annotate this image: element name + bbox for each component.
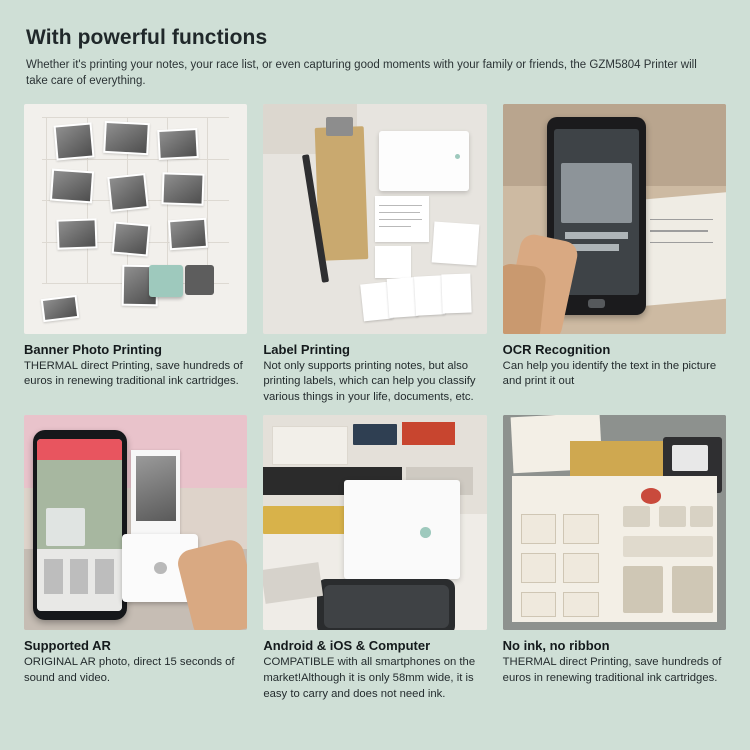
feature-card-body: THERMAL direct Printing, save hundreds of euros in renewing traditional ink cartridges.: [502, 656, 722, 684]
feature-card-body: ORIGINAL AR photo, direct 15 seconds of sound and video.: [24, 656, 235, 684]
ocr-phone-scan-image: [503, 104, 726, 334]
books-printer-phone-image: [263, 415, 486, 630]
feature-card-banner-photo-printing: [24, 104, 247, 406]
feature-card-body: COMPATIBLE with all smartphones on the market!Although it is only 58mm wide, it is easy to carry and does not need ink.: [263, 656, 476, 700]
feature-card-title: Android & iOS & Computer: [263, 638, 431, 654]
journal-stickers-image: [503, 415, 726, 630]
page-title: With powerful functions: [26, 26, 268, 49]
feature-card-ocr-recognition: [503, 104, 726, 406]
feature-card-body: Not only supports printing notes, but also printing labels, which can help you classify various things in your life, documents, etc.: [263, 359, 476, 403]
ar-photo-phone-image: [24, 415, 247, 630]
feature-card-label-printing: [263, 104, 486, 406]
page-subtitle: Whether it's printing your notes, your race list, or even capturing good moments with your family or friends, the GZM5804 Printer will take care of everything.: [26, 59, 697, 88]
feature-card-title: Banner Photo Printing: [24, 341, 162, 357]
feature-card-body: Can help you identify the text in the picture and print it out: [502, 359, 717, 388]
label-printing-desk-image: [263, 104, 486, 334]
feature-card-android-ios-computer: [263, 415, 486, 702]
feature-card-body: THERMAL direct Printing, save hundreds of euros in renewing traditional ink cartridges.: [24, 359, 243, 388]
feature-card-supported-ar: [24, 415, 247, 702]
feature-card-title: Label Printing: [263, 341, 350, 357]
feature-grid: [24, 104, 726, 702]
feature-card-title: No ink, no ribbon: [502, 638, 610, 654]
feature-card-no-ink-no-ribbon: [503, 415, 726, 702]
feature-card-title: OCR Recognition: [502, 341, 611, 357]
photo-grid-board-image: [24, 104, 247, 334]
feature-card-title: Supported AR: [24, 638, 111, 654]
